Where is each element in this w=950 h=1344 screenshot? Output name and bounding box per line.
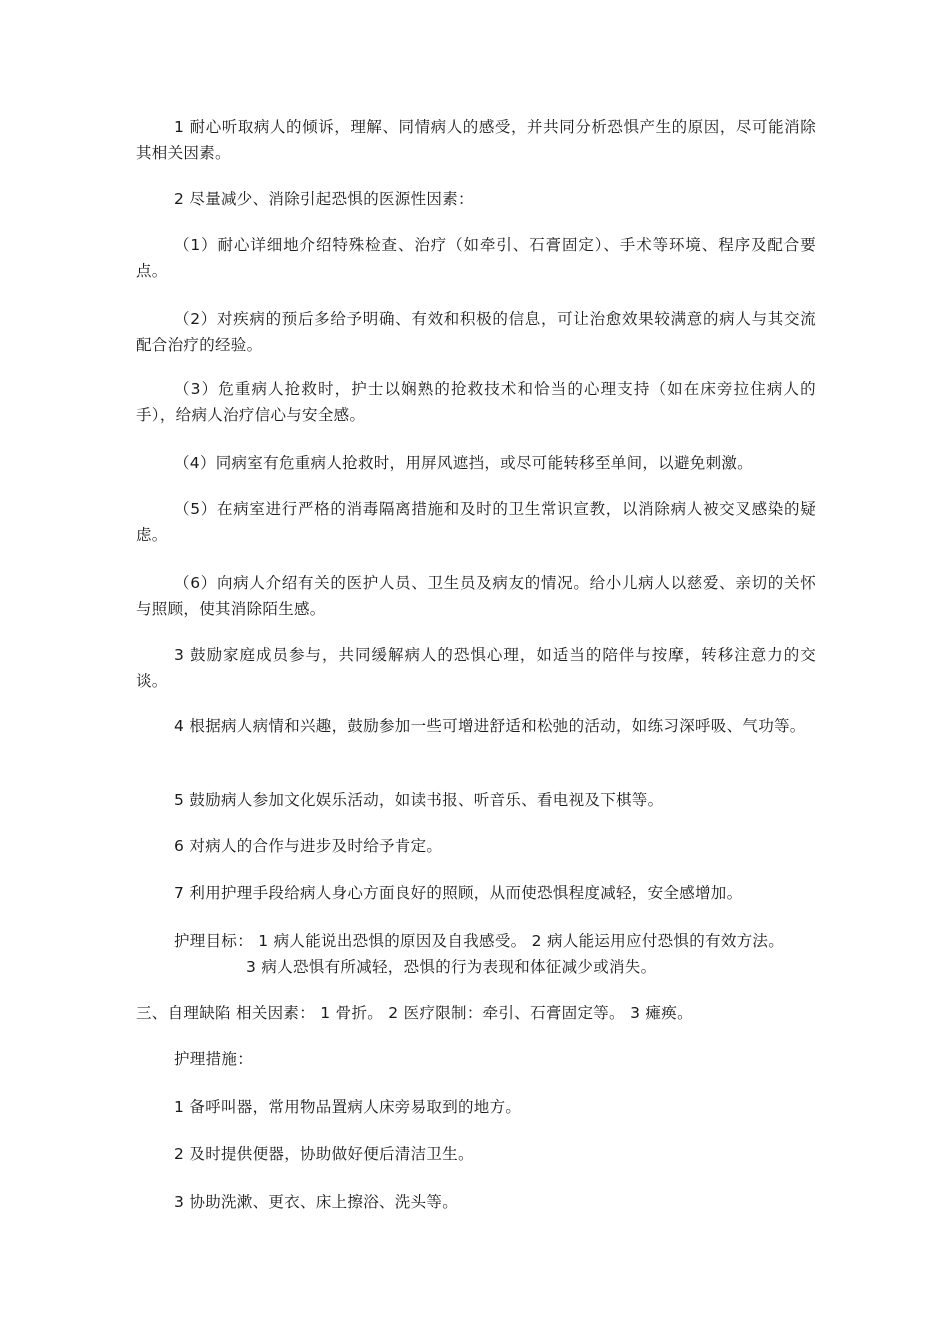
paragraph-2-1: （1）耐心详细地介绍特殊检查、治疗（如牵引、石膏固定）、手术等环境、程序及配合要点。 <box>136 236 816 280</box>
measure-item-3: 3 协助洗漱、更衣、床上擦浴、洗头等。 <box>174 1193 458 1211</box>
paragraph-3: 3 鼓励家庭成员参与，共同缓解病人的恐惧心理，如适当的陪伴与按摩，转移注意力的交谈。 <box>136 646 816 690</box>
paragraph-2: 2 尽量减少、消除引起恐惧的医源性因素： <box>174 190 474 208</box>
nursing-goals-line-1: 护理目标： 1 病人能说出恐惧的原因及自我感受。 2 病人能运用应付恐惧的有效方法。 <box>174 932 785 950</box>
paragraph-4: 4 根据病人病情和兴趣，鼓励参加一些可增进舒适和松弛的活动，如练习深呼吸、气功等。 <box>174 717 806 735</box>
paragraph-2-4: （4）同病室有危重病人抢救时，用屏风遮挡，或尽可能转移至单间，以避免刺激。 <box>174 454 753 472</box>
paragraph-2-3: （3）危重病人抢救时，护士以娴熟的抢救技术和恰当的心理支持（如在床旁拉住病人的手），给病人治疗信心与安全感。 <box>136 380 816 424</box>
nursing-goals-line-2: 3 病人恐惧有所减轻，恐惧的行为表现和体征减少或消失。 <box>246 958 657 976</box>
section-3-heading: 三、自理缺陷 相关因素： 1 骨折。 2 医疗限制：牵引、石膏固定等。 3 瘫痪。 <box>136 1004 693 1022</box>
paragraph-6: 6 对病人的合作与进步及时给予肯定。 <box>174 837 443 855</box>
measure-item-2: 2 及时提供便器，协助做好便后清洁卫生。 <box>174 1145 474 1163</box>
paragraph-2-2: （2）对疾病的预后多给予明确、有效和积极的信息，可让治愈效果较满意的病人与其交流配合治疗的经验。 <box>136 310 816 354</box>
paragraph-1: 1 耐心听取病人的倾诉，理解、同情病人的感受，并共同分析恐惧产生的原因，尽可能消除其相关因素。 <box>136 118 816 162</box>
paragraph-2-5: （5）在病室进行严格的消毒隔离措施和及时的卫生常识宣教，以消除病人被交叉感染的疑虑。 <box>136 500 816 544</box>
paragraph-5: 5 鼓励病人参加文化娱乐活动，如读书报、听音乐、看电视及下棋等。 <box>174 791 664 809</box>
measure-item-1: 1 备呼叫器，常用物品置病人床旁易取到的地方。 <box>174 1098 522 1116</box>
nursing-measures-label: 护理措施： <box>174 1050 254 1068</box>
paragraph-2-6: （6）向病人介绍有关的医护人员、卫生员及病友的情况。给小儿病人以慈爱、亲切的关怀与照顾，使其消除陌生感。 <box>136 574 816 618</box>
paragraph-7: 7 利用护理手段给病人身心方面良好的照顾，从而使恐惧程度减轻，安全感增加。 <box>174 884 743 902</box>
